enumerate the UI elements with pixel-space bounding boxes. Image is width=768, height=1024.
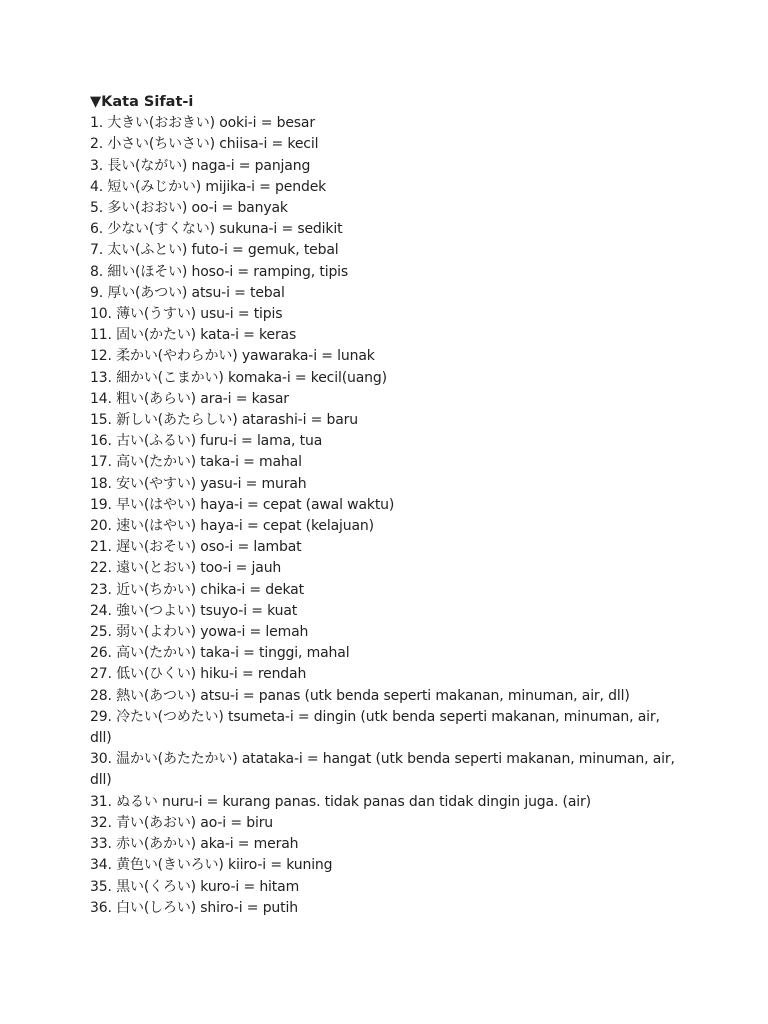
list-item: 1. 大きい(おおきい) ooki-i = besar <box>90 115 315 132</box>
list-item: 34. 黄色い(きいろい) kiiro-i = kuning <box>90 857 333 874</box>
list-item: 33. 赤い(あかい) aka-i = merah <box>90 836 299 853</box>
list-item: 19. 早い(はやい) haya-i = cepat (awal waktu) <box>90 496 395 513</box>
list-item: 22. 遠い(とおい) too-i = jauh <box>90 560 282 577</box>
list-item: 10. 薄い(うすい) usu-i = tipis <box>90 306 283 323</box>
list-item: 7. 太い(ふとい) futo-i = gemuk, tebal <box>90 242 339 259</box>
document-body <box>90 92 680 919</box>
list-item: 36. 白い(しろい) shiro-i = putih <box>90 899 298 916</box>
list-item: 2. 小さい(ちいさい) chiisa-i = kecil <box>90 136 319 153</box>
section-heading: ▼Kata Sifat-i <box>90 94 194 110</box>
list-item: 31. ぬるい nuru-i = kurang panas. tidak panas dan tidak dingin juga. (air) <box>90 793 591 810</box>
list-item: 15. 新しい(あたらしい) atarashi-i = baru <box>90 412 358 429</box>
list-item: 26. 高い(たかい) taka-i = tinggi, mahal <box>90 645 350 662</box>
list-item: 16. 古い(ふるい) furu-i = lama, tua <box>90 433 323 450</box>
list-item: 4. 短い(みじかい) mijika-i = pendek <box>90 178 327 195</box>
list-item: 17. 高い(たかい) taka-i = mahal <box>90 454 302 471</box>
list-item: 11. 固い(かたい) kata-i = keras <box>90 327 297 344</box>
list-item: 13. 細かい(こまかい) komaka-i = kecil(uang) <box>90 369 387 386</box>
list-item: 23. 近い(ちかい) chika-i = dekat <box>90 581 304 598</box>
list-item: 32. 青い(あおい) ao-i = biru <box>90 814 274 831</box>
list-item: 12. 柔かい(やわらかい) yawaraka-i = lunak <box>90 348 375 365</box>
list-item: 30. 温かい(あたたかい) atataka-i = hangat (utk benda seperti makanan, minuman, air, dll) <box>90 751 675 789</box>
list-item: 24. 強い(つよい) tsuyo-i = kuat <box>90 602 298 619</box>
list-item: 25. 弱い(よわい) yowa-i = lemah <box>90 624 309 641</box>
list-item: 14. 粗い(あらい) ara-i = kasar <box>90 390 289 407</box>
list-item: 9. 厚い(あつい) atsu-i = tebal <box>90 284 285 301</box>
adjective-list <box>90 113 680 919</box>
list-item: 6. 少ない(すくない) sukuna-i = sedikit <box>90 221 343 238</box>
list-item: 20. 速い(はやい) haya-i = cepat (kelajuan) <box>90 518 374 535</box>
list-item: 3. 長い(ながい) naga-i = panjang <box>90 157 311 174</box>
list-item: 8. 細い(ほそい) hoso-i = ramping, tipis <box>90 263 349 280</box>
list-item: 18. 安い(やすい) yasu-i = murah <box>90 475 307 492</box>
list-item: 35. 黒い(くろい) kuro-i = hitam <box>90 878 300 895</box>
list-item: 28. 熱い(あつい) atsu-i = panas (utk benda seperti makanan, minuman, air, dll) <box>90 687 630 704</box>
list-item: 27. 低い(ひくい) hiku-i = rendah <box>90 666 307 683</box>
list-item: 5. 多い(おおい) oo-i = banyak <box>90 200 288 216</box>
list-item: 21. 遅い(おそい) oso-i = lambat <box>90 539 302 556</box>
list-item: 29. 冷たい(つめたい) tsumeta-i = dingin (utk benda seperti makanan, minuman, air, dll) <box>90 708 660 747</box>
